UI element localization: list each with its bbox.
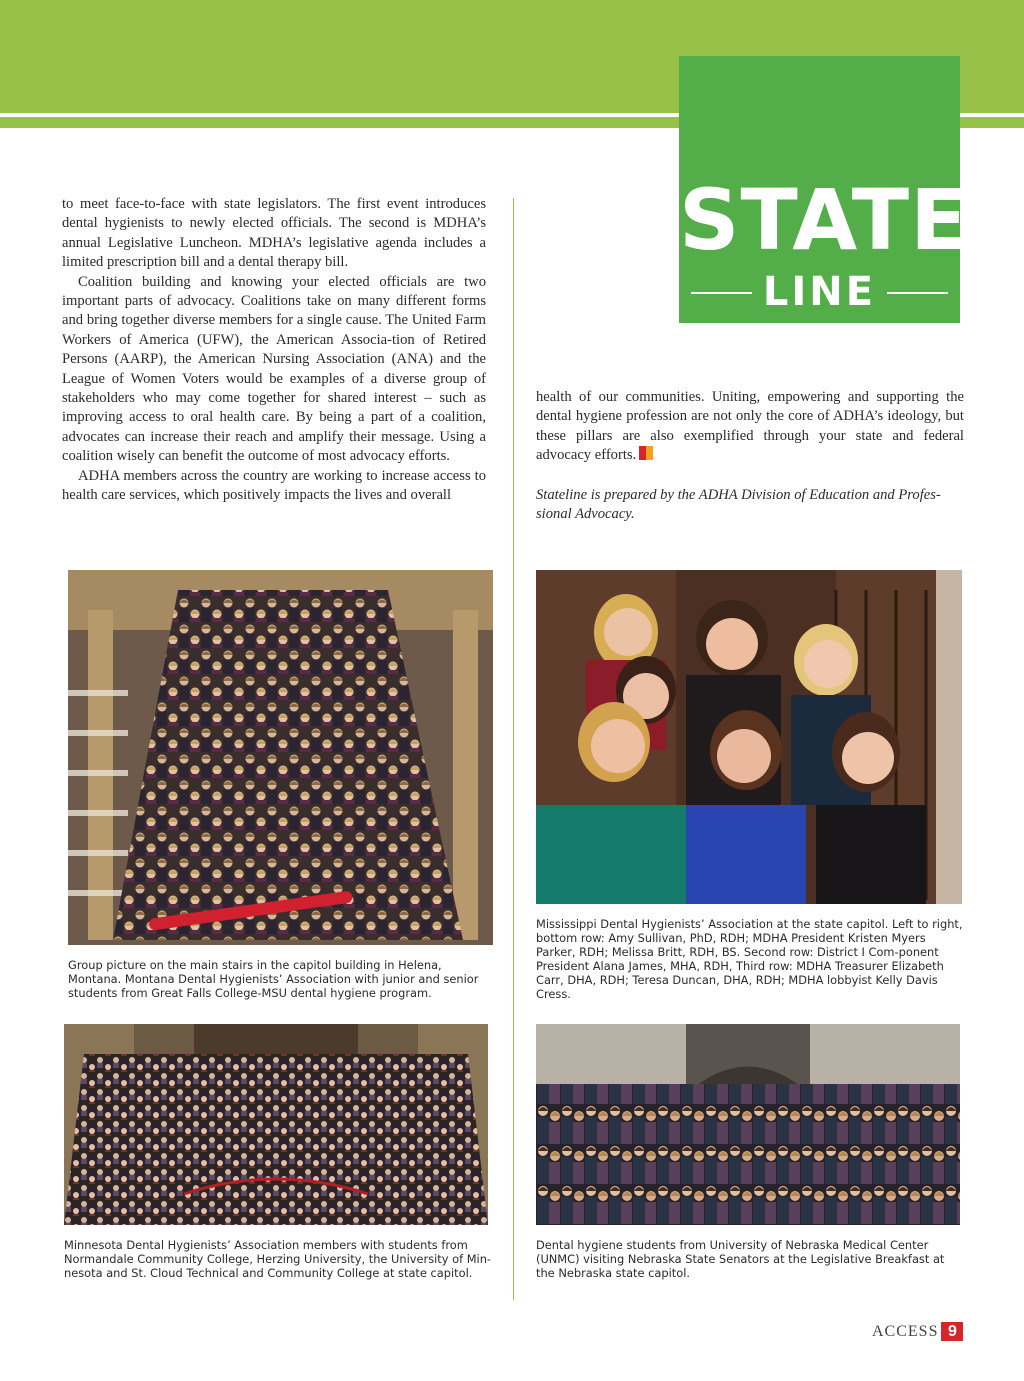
montana-group-photo — [68, 570, 493, 945]
mississippi-group-photo — [536, 570, 962, 904]
article-right-column — [536, 388, 964, 466]
magazine-name: ACCESS — [872, 1323, 939, 1340]
page-footer — [872, 1322, 963, 1342]
stateline-logo — [679, 56, 969, 323]
logo-line-row — [679, 270, 960, 314]
column-divider — [513, 198, 514, 1300]
logo-line-text: LINE — [762, 269, 877, 315]
closing-paragraph-text: health of our communities. Uniting, empowering and supporting the dental hygiene profession are not only the core of ADHA’s ideology, but these pillars are also exemplified through your state and federal advocacy efforts. — [536, 389, 964, 464]
nebraska-photo-caption: Dental hygiene students from University of Nebraska Medical Center (UNMC) visiting Nebraska State Senators at the Legislative Breakfast at the Nebraska state capitol. — [536, 1238, 945, 1281]
paragraph: to meet face-to-face with state legislators. The first event introduces dental hygienists to newly elected officials. The second is MDHA’s annual Legislative Luncheon. MDHA’s legislative agenda includes a limited prescription bill and a dental therapy bill. — [62, 196, 486, 271]
logo-state-text: STATE — [679, 171, 969, 269]
paragraph: Coalition building and knowing your elected officials are two important parts of advocacy. Coalitions take on many different forms and bring together diverse members for a single cause. The United Farm Workers of America (UFW), the American Associa-tion of Retired Persons (AARP), the American Nursing Association (ANA) and the League of Women Voters would be examples of a diverse group of stakeholders who may come together for shared interest – such as improving access to oral health care. By being a part of a coalition, advocates can increase their reach and amplify their message. Using a coalition wisely can benefit the outcome of most advocacy efforts. — [62, 273, 486, 465]
nebraska-group-photo — [536, 1024, 960, 1225]
paragraph: ADHA members across the country are working to increase access to health care services, which positively impacts the lives and overall — [62, 467, 486, 504]
mississippi-photo-caption: Mississippi Dental Hygienists’ Association at the state capitol. Left to right, bottom row: Amy Sullivan, PhD, RDH; MDHA President Kristen Myers Parker, RDH; Melissa Britt, RDH, BS. Second row: District I Com-ponent President Alana James, MHA, RDH, Third row: MDHA Treasurer Elizabeth Carr, DHA, RDH; Teresa Duncan, DHA, RDH; MDHA lobbyist Kelly Davis Cress. — [536, 917, 963, 1002]
logo-rule-right — [887, 292, 948, 294]
minnesota-group-photo — [64, 1024, 488, 1225]
minnesota-photo-caption: Minnesota Dental Hygienists’ Association members with students from Normandale Community College, Herzing University, the University of Min-nesota and St. Cloud Technical and Community College at state capitol. — [64, 1238, 492, 1281]
end-of-article-icon — [639, 446, 653, 460]
article-credit: Stateline is prepared by the ADHA Division of Education and Profes-sional Advocacy. — [536, 487, 941, 523]
page-number: 9 — [941, 1322, 963, 1341]
paragraph — [536, 388, 964, 466]
montana-photo-caption: Group picture on the main stairs in the capitol building in Helena, Montana. Montana Dental Hygienists’ Association with junior and senior students from Great Falls College-MSU dental hygiene program. — [68, 958, 479, 1001]
article-left-column — [62, 195, 486, 506]
